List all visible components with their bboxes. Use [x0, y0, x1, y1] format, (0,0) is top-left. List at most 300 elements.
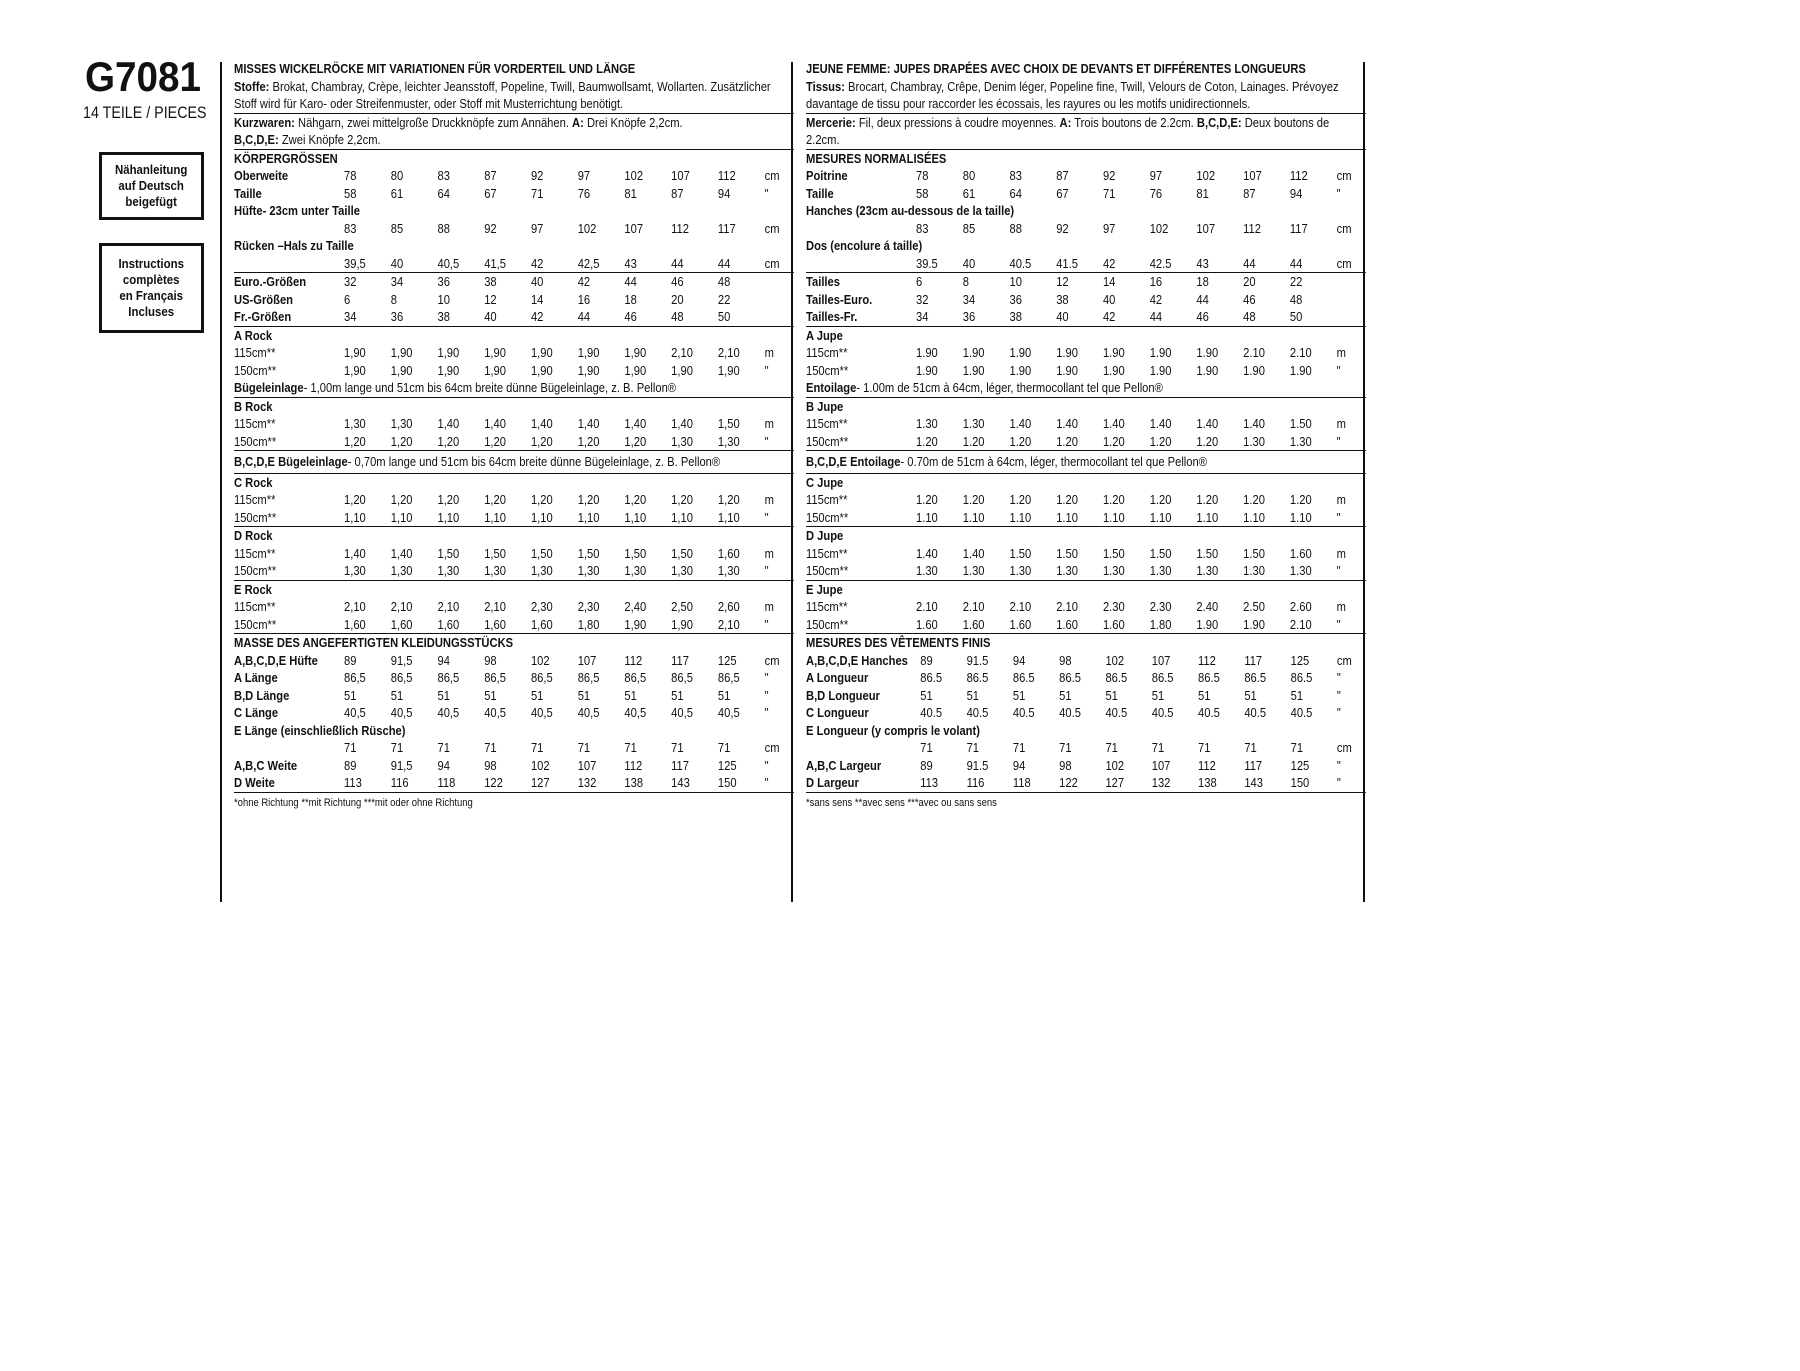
row-value: 10	[437, 291, 450, 307]
row-value: 89	[920, 757, 933, 773]
row-unit: m	[1336, 416, 1346, 431]
value-cell	[963, 291, 1010, 309]
unit-cell	[1337, 220, 1366, 238]
value-cell	[967, 757, 1013, 775]
row-value: 87	[484, 168, 497, 183]
row-unit: m	[1336, 599, 1346, 614]
row-label-cell	[806, 562, 916, 580]
fabrics-text	[806, 78, 1366, 113]
row-label: 115cm**	[806, 545, 848, 561]
row-value: 40.5	[1198, 705, 1220, 720]
value-cell	[1196, 545, 1243, 563]
value-cell	[437, 185, 484, 203]
row-value: 1,90	[437, 345, 460, 360]
row-value: 40.5	[966, 705, 989, 720]
row-value: 16	[1149, 274, 1163, 289]
column-title: MISSES WICKELRÖCKE MIT VARIATIONEN FÜR VORDERTEIL UND LÄNGE	[234, 61, 636, 76]
row-unit: "	[1336, 185, 1341, 201]
row-unit: m	[1336, 545, 1346, 561]
value-cell	[531, 757, 578, 775]
value-cell	[1056, 167, 1103, 185]
value-cell	[1059, 774, 1105, 792]
row-value: 36	[1009, 291, 1022, 307]
view-d-section	[806, 527, 1366, 581]
row-unit: "	[1336, 362, 1341, 378]
fabrics-text	[234, 78, 794, 113]
value-cell	[531, 273, 578, 291]
row-value: 2.60	[1289, 599, 1312, 614]
row-value: 43	[1196, 255, 1209, 271]
finished-measurements-section	[234, 634, 794, 793]
row-value: 127	[1105, 775, 1125, 790]
row-unit: m	[764, 416, 774, 431]
value-cell	[1152, 739, 1198, 757]
row-value: 85	[390, 220, 404, 236]
row-value: 94	[1012, 757, 1026, 773]
value-cell	[1152, 687, 1198, 705]
row-value: 71	[484, 740, 497, 755]
row-value: 71	[437, 740, 450, 755]
row-value: 1,20	[344, 433, 366, 449]
row-value: 91.5	[966, 652, 989, 668]
row-value: 42	[1102, 309, 1116, 324]
row-value: 102	[1105, 757, 1125, 773]
value-cell	[624, 652, 671, 670]
value-cell	[1009, 616, 1056, 634]
row-value: 44	[1243, 255, 1256, 271]
value-cell	[437, 273, 484, 291]
row-value: 51	[1151, 687, 1165, 703]
interfacing-label: Bügeleinlage	[234, 380, 304, 395]
row-label-cell	[234, 220, 344, 238]
row-label-cell	[234, 687, 344, 705]
row-label-cell	[806, 722, 1366, 740]
value-cell	[484, 291, 531, 309]
unit-cell	[1337, 167, 1366, 185]
row-value: 40.5	[1012, 705, 1035, 720]
value-cell	[1105, 687, 1151, 705]
row-value: 40,5	[344, 705, 366, 720]
row-unit: "	[1336, 509, 1341, 525]
value-cell	[437, 774, 484, 792]
value-cell	[1105, 652, 1151, 670]
row-value: 83	[916, 220, 929, 236]
row-unit: cm	[764, 220, 780, 236]
row-value: 71	[530, 740, 544, 755]
value-cell	[344, 598, 391, 616]
value-cell	[718, 362, 765, 380]
row-value: 40.5	[1105, 705, 1128, 720]
value-cell	[624, 616, 671, 634]
row-value: 44	[624, 274, 637, 289]
row-value: 102	[577, 220, 597, 236]
row-unit: "	[1336, 705, 1341, 720]
row-value: 40.5	[1244, 705, 1267, 720]
value-cell	[718, 545, 765, 563]
row-value: 6	[344, 291, 351, 307]
value-cell	[578, 545, 625, 563]
view-d-section	[234, 527, 794, 581]
row-unit: m	[1336, 492, 1346, 507]
row-value: 40.5	[1059, 705, 1081, 720]
row-label: 150cm**	[806, 433, 849, 449]
row-label-cell	[234, 415, 344, 433]
row-value: 1.20	[1289, 492, 1312, 507]
value-cell	[1105, 739, 1151, 757]
row-value: 10	[1009, 274, 1022, 289]
value-cell	[624, 167, 671, 185]
value-cell	[1150, 344, 1197, 362]
row-value: 1,10	[624, 509, 647, 525]
row-label-cell	[806, 433, 916, 451]
row-value: 2,10	[717, 616, 740, 632]
value-cell	[963, 598, 1010, 616]
unit-cell	[765, 185, 794, 203]
value-cell	[578, 652, 625, 670]
value-cell	[671, 774, 718, 792]
value-cell	[1103, 291, 1150, 309]
yardage-row	[234, 491, 794, 509]
row-label-cell	[234, 509, 344, 527]
value-cell	[671, 704, 718, 722]
value-cell	[1013, 739, 1059, 757]
value-cell	[1056, 185, 1103, 203]
value-cell	[1059, 669, 1105, 687]
row-value: 12	[484, 291, 497, 307]
value-cell	[718, 509, 765, 527]
row-value: 1,50	[437, 545, 460, 561]
row-value: 58	[344, 185, 357, 201]
row-value: 118	[437, 775, 456, 790]
row-value: 1,90	[484, 345, 506, 360]
row-value: 1,40	[624, 416, 647, 431]
row-value: 1,30	[437, 563, 460, 578]
value-cell	[624, 433, 671, 451]
row-value: 48	[671, 309, 684, 324]
row-value: 1,20	[484, 492, 506, 507]
value-cell	[531, 509, 578, 527]
notions-a-body: Trois boutons de 2.2cm.	[1071, 114, 1197, 130]
box-de-line: Nähanleitung	[115, 162, 188, 177]
row-value: 88	[437, 220, 450, 236]
row-value: 112	[1198, 652, 1216, 668]
value-cell	[344, 704, 391, 722]
french-instructions-box	[99, 243, 204, 333]
row-value: 1.30	[1056, 563, 1078, 578]
row-value: 40,5	[484, 705, 506, 720]
row-unit: "	[764, 687, 769, 703]
row-value: 98	[1059, 757, 1072, 773]
row-value: 1.90	[1196, 362, 1219, 378]
value-cell	[437, 652, 484, 670]
value-cell	[920, 774, 966, 792]
unit-cell	[765, 739, 794, 757]
row-unit: cm	[764, 168, 780, 183]
value-cell	[1196, 308, 1243, 326]
row-value: 1.20	[1102, 492, 1125, 507]
row-value: 86.5	[1151, 670, 1174, 685]
size-row	[806, 308, 1366, 326]
row-value: 71	[1244, 740, 1257, 755]
value-cell	[916, 562, 963, 580]
row-value: 1.20	[916, 433, 938, 449]
value-cell	[671, 562, 718, 580]
unit-cell	[765, 167, 794, 185]
row-value: 32	[916, 291, 929, 307]
row-value: 42	[577, 274, 591, 289]
size-row	[806, 291, 1366, 309]
row-value: 40,5	[577, 705, 600, 720]
yardage-row	[234, 433, 794, 451]
value-cell	[967, 774, 1013, 792]
value-cell	[531, 545, 578, 563]
unit-cell	[765, 545, 794, 563]
row-label-cell	[806, 687, 920, 705]
row-value: 1,90	[530, 362, 553, 378]
row-value: 150	[717, 775, 737, 790]
row-value: 1.90	[1056, 345, 1078, 360]
yardage-row	[806, 616, 1366, 634]
measurement-row	[806, 220, 1366, 238]
row-value: 71	[624, 740, 637, 755]
value-cell	[484, 562, 531, 580]
column-title: JEUNE FEMME: JUPES DRAPÉES AVEC CHOIX DE DEVANTS ET DIFFÉRENTES LONGUEURS	[806, 61, 1306, 76]
value-cell	[531, 687, 578, 705]
yardage-row	[806, 344, 1366, 362]
value-cell	[1290, 255, 1337, 273]
value-cell	[967, 669, 1013, 687]
value-cell	[1150, 562, 1197, 580]
row-value: 1,50	[624, 545, 647, 561]
row-unit: cm	[1336, 255, 1352, 271]
row-value: 80	[962, 168, 976, 183]
value-cell	[1009, 491, 1056, 509]
value-cell	[624, 687, 671, 705]
value-cell	[1009, 433, 1056, 451]
row-value: 42	[530, 255, 544, 271]
interfacing-text: - 1.00m de 51cm à 64cm, léger, thermocollant tel que Pellon®	[856, 380, 1163, 395]
value-cell	[1243, 220, 1290, 238]
row-value: 1,30	[577, 563, 600, 578]
row-value: 86,5	[671, 670, 693, 685]
row-value: 1.50	[1289, 416, 1312, 431]
row-label: Fr.-Größen	[234, 309, 292, 324]
value-cell	[963, 167, 1010, 185]
row-unit: cm	[1336, 652, 1352, 668]
row-value: 16	[577, 291, 591, 307]
unit-cell	[1337, 273, 1366, 291]
row-value: 1,30	[390, 563, 413, 578]
row-value: 71	[920, 740, 933, 755]
row-unit: m	[764, 345, 774, 360]
value-cell	[1009, 415, 1056, 433]
value-cell	[484, 344, 531, 362]
row-value: 132	[577, 775, 597, 790]
row-value: 1,50	[530, 545, 553, 561]
row-unit: "	[1336, 563, 1341, 578]
value-cell	[344, 562, 391, 580]
footnote: *ohne Richtung **mit Richtung ***mit oder ohne Richtung	[234, 796, 473, 809]
row-value: 1.90	[1196, 345, 1219, 360]
row-value: 1,20	[390, 433, 413, 449]
row-label: C Longueur	[806, 705, 869, 720]
pieces-count: 14 TEILE / PIECES	[83, 103, 207, 122]
row-value: 1.10	[1196, 509, 1219, 525]
value-cell	[1056, 616, 1103, 634]
value-cell	[916, 616, 963, 634]
value-cell	[1290, 562, 1337, 580]
row-value: 125	[1290, 757, 1310, 773]
row-value: 1,30	[624, 563, 647, 578]
value-cell	[1290, 545, 1337, 563]
footnote: *sans sens **avec sens ***avec ou sans sens	[806, 796, 997, 809]
value-cell	[967, 704, 1013, 722]
value-cell	[1243, 362, 1290, 380]
value-cell	[963, 562, 1010, 580]
value-cell	[344, 687, 391, 705]
row-value: 1,60	[717, 545, 740, 561]
value-cell	[624, 344, 671, 362]
row-value: 112	[717, 168, 736, 183]
row-value: 51	[437, 687, 450, 703]
interfacing-section	[806, 451, 1366, 474]
value-cell	[967, 687, 1013, 705]
value-cell	[1009, 185, 1056, 203]
row-value: 1,90	[390, 362, 413, 378]
row-label-cell	[234, 491, 344, 509]
row-unit: m	[764, 599, 774, 614]
value-cell	[391, 704, 438, 722]
value-cell	[916, 598, 963, 616]
value-cell	[531, 362, 578, 380]
row-value: 94	[1289, 185, 1303, 201]
value-cell	[344, 291, 391, 309]
value-cell	[1243, 491, 1290, 509]
row-label-cell	[806, 616, 916, 634]
value-cell	[718, 616, 765, 634]
value-cell	[671, 757, 718, 775]
value-cell	[391, 433, 438, 451]
row-value: 102	[1196, 168, 1216, 183]
body-measurements-table	[806, 167, 1366, 272]
yardage-table	[234, 415, 794, 450]
row-label: Tailles-Fr.	[806, 309, 858, 324]
value-cell	[484, 598, 531, 616]
row-value: 1.40	[1009, 416, 1032, 431]
row-value: 97	[1102, 220, 1116, 236]
row-value: 1.30	[916, 563, 938, 578]
row-value: 44	[671, 255, 684, 271]
row-value: 2.10	[962, 599, 985, 614]
row-value: 1,40	[530, 416, 553, 431]
row-value: 86.5	[1059, 670, 1081, 685]
row-value: 1.40	[1196, 416, 1219, 431]
row-value: 42	[1149, 291, 1163, 307]
row-label: D Largeur	[806, 775, 859, 790]
row-value: 76	[577, 185, 591, 201]
value-cell	[963, 545, 1010, 563]
value-cell	[1150, 491, 1197, 509]
row-value: 64	[437, 185, 450, 201]
unit-cell	[1337, 491, 1366, 509]
value-cell	[1196, 220, 1243, 238]
row-label-cell	[234, 237, 794, 255]
row-value: 2.10	[1056, 599, 1078, 614]
value-cell	[531, 774, 578, 792]
row-unit: "	[1336, 687, 1341, 703]
value-cell	[391, 415, 438, 433]
value-cell	[1056, 562, 1103, 580]
row-label: A,B,C Largeur	[806, 757, 882, 773]
row-value: 40.5	[1151, 705, 1174, 720]
value-cell	[484, 308, 531, 326]
row-value: 1.90	[916, 345, 938, 360]
row-label: D Weite	[234, 775, 275, 790]
value-cell	[578, 291, 625, 309]
row-value: 1,40	[671, 416, 693, 431]
row-value: 1.10	[1102, 509, 1125, 525]
row-value: 1,30	[717, 563, 740, 578]
row-value: 1,10	[437, 509, 460, 525]
value-cell	[963, 273, 1010, 291]
row-value: 40.5	[1290, 705, 1313, 720]
row-value: 2,10	[437, 599, 460, 614]
value-cell	[963, 616, 1010, 634]
row-label: Taille	[806, 185, 834, 201]
row-value: 71	[1059, 740, 1072, 755]
value-cell	[1290, 220, 1337, 238]
finished-row	[234, 704, 794, 722]
value-cell	[531, 598, 578, 616]
row-value: 97	[530, 220, 544, 236]
row-value: 14	[530, 291, 544, 307]
row-value: 86.5	[1198, 670, 1220, 685]
row-value: 1.90	[1243, 362, 1265, 378]
row-value: 1.10	[1009, 509, 1032, 525]
notions-a-label: A:	[572, 114, 584, 130]
value-cell	[1290, 344, 1337, 362]
value-cell	[624, 545, 671, 563]
row-unit: "	[764, 705, 769, 720]
measurement-row	[234, 185, 794, 203]
value-cell	[963, 308, 1010, 326]
row-value: 20	[671, 291, 684, 307]
finished-row	[234, 774, 794, 792]
yardage-table	[234, 491, 794, 526]
value-cell	[344, 757, 391, 775]
interfacing-text: - 0,70m lange und 51cm bis 64cm breite dünne Bügeleinlage, z. B. Pellon®	[347, 454, 721, 469]
unit-cell	[765, 433, 794, 451]
row-value: 1,90	[390, 345, 413, 360]
value-cell	[718, 652, 765, 670]
row-label-cell	[806, 757, 920, 775]
row-label-cell	[234, 774, 344, 792]
row-value: 51	[966, 687, 980, 703]
value-cell	[671, 167, 718, 185]
value-cell	[1013, 774, 1059, 792]
value-cell	[1103, 167, 1150, 185]
value-cell	[437, 415, 484, 433]
unit-cell	[765, 669, 794, 687]
value-cell	[1059, 652, 1105, 670]
row-value: 1.20	[1149, 433, 1172, 449]
row-label: 150cm**	[806, 616, 849, 632]
value-cell	[916, 185, 963, 203]
notions-label: Kurzwaren:	[234, 114, 295, 130]
value-cell	[391, 308, 438, 326]
row-label: E Longueur (y compris le volant)	[806, 722, 980, 738]
row-value: 1,20	[437, 433, 460, 449]
